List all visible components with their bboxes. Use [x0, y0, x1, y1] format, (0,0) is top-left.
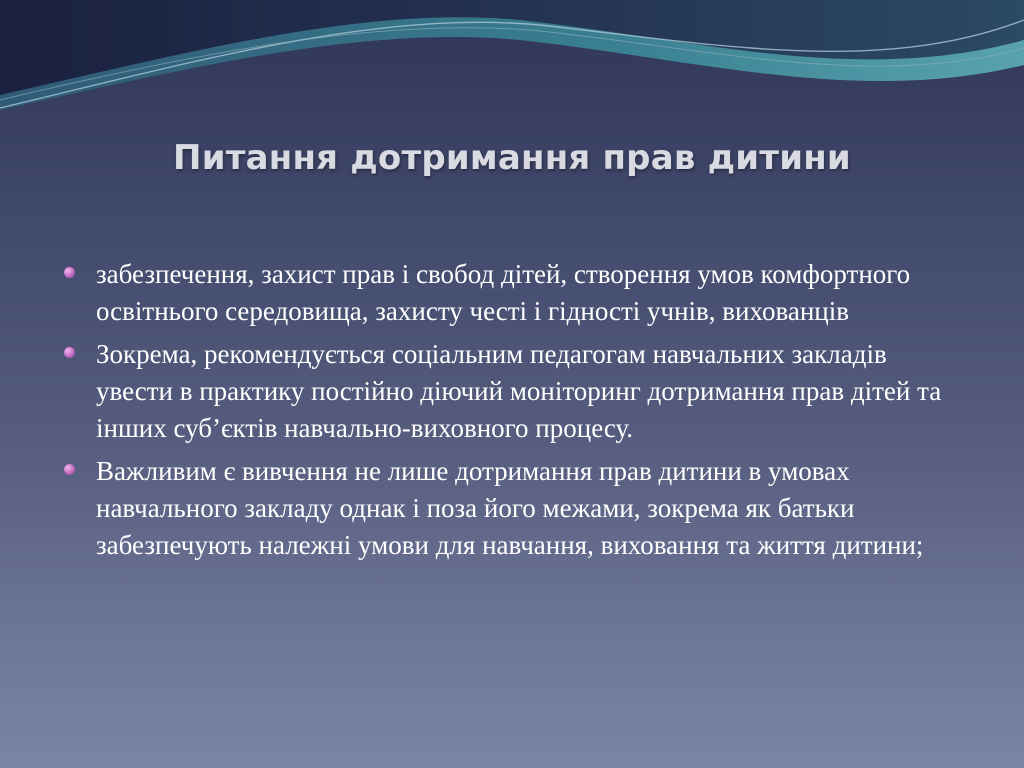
- bullet-dot-icon: [64, 267, 75, 278]
- list-item: [62, 336, 962, 447]
- bullet-text: забезпечення, захист прав і свобод дітей, створення умов комфортного освітнього середовища, захисту честі і гідності учнів, вихованців: [96, 259, 911, 326]
- list-item: [62, 256, 962, 330]
- bullet-dot-icon: [64, 464, 75, 475]
- slide-title: Питання дотримання прав дитини: [173, 138, 851, 178]
- bullet-text: Зокрема, рекомендується соціальним педагогам навчальних закладів увести в практику постійно діючий моніторинг дотримання прав дітей та інших суб’єктів навчально-виховного процесу.: [96, 339, 942, 443]
- wave-decoration: [0, 0, 1024, 130]
- bullet-dot-icon: [64, 347, 75, 358]
- bullet-text: Важливим є вивчення не лише дотримання прав дитини в умовах навчального закладу однак і поза його межами, зокрема як батьки забезпечують належні умови для навчання, виховання та життя дитини;: [96, 456, 924, 560]
- bullet-list: [62, 256, 962, 570]
- list-item: [62, 453, 962, 564]
